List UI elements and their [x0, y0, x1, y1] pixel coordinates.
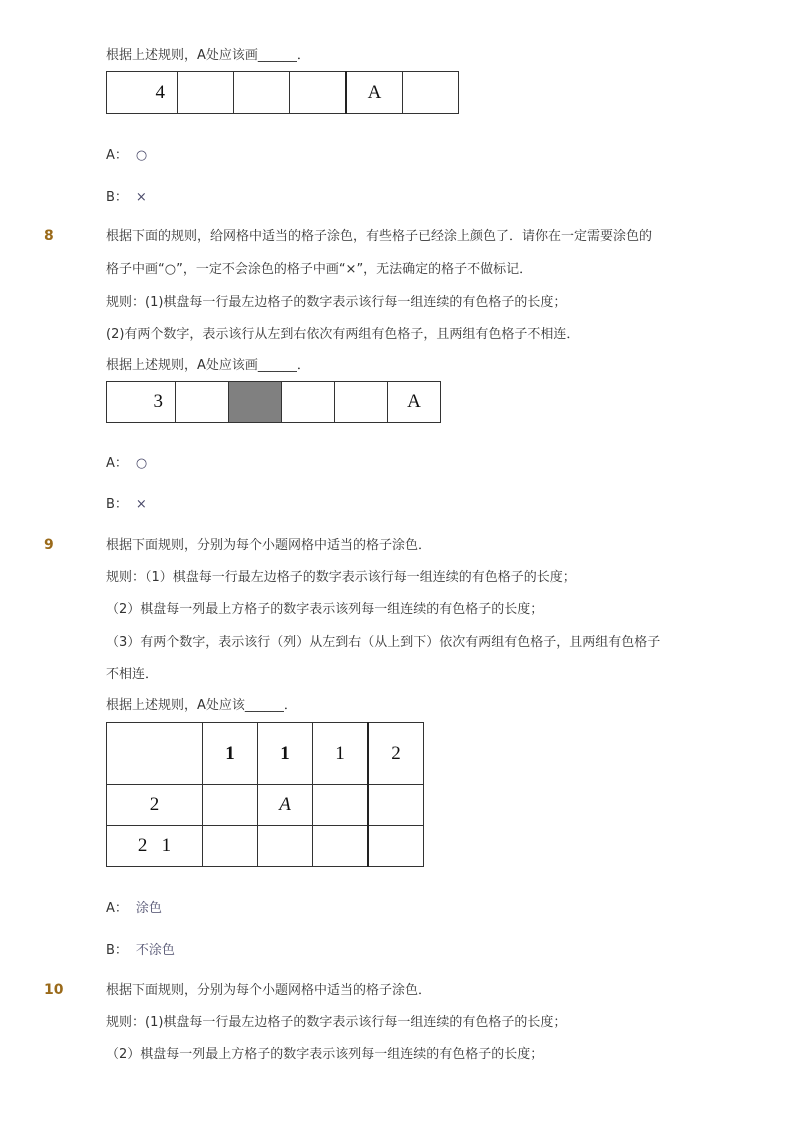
q9-grid	[106, 722, 424, 867]
question-number: 8	[44, 228, 54, 244]
q7-grid-cell	[178, 72, 234, 114]
q8-line: 格子中画“○”，一定不会涂色的格子中画“×”，无法确定的格子不做标记．	[106, 262, 533, 277]
option-value: ○	[135, 148, 148, 163]
q9-prompt: 根据上述规则，A处应该______．	[106, 698, 297, 713]
q9-grid-cell	[203, 826, 258, 867]
option-label: A：	[106, 148, 128, 163]
q10-line: 规则：(1)棋盘每一行最左边格子的数字表示该行每一组连续的有色格子的长度；	[106, 1015, 567, 1030]
q9-column-clue: 2	[368, 723, 424, 785]
option-value: ×	[135, 190, 147, 205]
q8-option-b[interactable]	[106, 493, 147, 512]
q9-column-clue: 1	[203, 723, 258, 785]
option-label: B：	[106, 943, 128, 958]
q7-option-a[interactable]	[106, 144, 147, 163]
q9-option-a[interactable]	[106, 897, 162, 916]
q8-grid-cell	[335, 382, 388, 423]
q7-grid	[106, 71, 459, 114]
q9-row-clue: 2 1	[107, 826, 203, 867]
q8-grid-cell	[176, 382, 229, 423]
q7-grid-cell	[403, 72, 459, 114]
question-number: 9	[44, 537, 54, 553]
q9-grid-cell-a: A	[258, 785, 313, 826]
question-number: 10	[44, 982, 64, 998]
q8-grid	[106, 381, 441, 423]
q8-grid-cell	[282, 382, 335, 423]
option-value: ○	[135, 456, 148, 471]
q7-prompt: 根据上述规则，A处应该画______．	[106, 48, 310, 63]
q9-row-clue: 2	[107, 785, 203, 826]
option-value: 涂色	[135, 901, 162, 916]
q10-line: 根据下面规则，分别为每个小题网格中适当的格子涂色．	[106, 983, 432, 998]
q9-column-clue: 1	[313, 723, 369, 785]
option-value: ×	[135, 497, 147, 512]
q9-grid-cell	[368, 826, 424, 867]
q8-line: 根据下面的规则，给网格中适当的格子涂色，有些格子已经涂上颜色了．请你在一定需要涂色的	[106, 229, 653, 244]
q9-grid-cell	[313, 785, 369, 826]
q7-grid-cell	[290, 72, 347, 114]
q9-grid-cell	[368, 785, 424, 826]
q7-option-b[interactable]	[106, 186, 147, 205]
q8-grid-cell: 3	[107, 382, 176, 423]
option-label: B：	[106, 190, 128, 205]
q8-grid-cell-shaded	[229, 382, 282, 423]
option-label: A：	[106, 456, 128, 471]
q9-line: （3）有两个数字，表示该行（列）从左到右（从上到下）依次有两组有色格子，且两组有色格子	[106, 635, 661, 650]
option-label: B：	[106, 497, 128, 512]
q8-prompt: 根据上述规则，A处应该画______．	[106, 358, 310, 373]
q9-column-clue: 1	[258, 723, 313, 785]
q9-grid-cell	[313, 826, 369, 867]
q9-line: 不相连．	[106, 667, 159, 682]
q9-line: 规则：（1）棋盘每一行最左边格子的数字表示该行每一组连续的有色格子的长度；	[106, 570, 576, 585]
q7-grid-cell-a: A	[346, 72, 403, 114]
q9-grid-cell	[258, 826, 313, 867]
q10-line: （2）棋盘每一列最上方格子的数字表示该列每一组连续的有色格子的长度；	[106, 1047, 544, 1062]
q9-line: 根据下面规则，分别为每个小题网格中适当的格子涂色．	[106, 538, 432, 553]
q9-grid-corner	[107, 723, 203, 785]
q7-grid-cell	[234, 72, 290, 114]
q7-grid-cell: 4	[107, 72, 178, 114]
option-value: 不涂色	[135, 943, 175, 958]
q8-line: 规则：(1)棋盘每一行最左边格子的数字表示该行每一组连续的有色格子的长度；	[106, 295, 567, 310]
q8-option-a[interactable]	[106, 452, 147, 471]
q9-option-b[interactable]	[106, 939, 175, 958]
q9-line: （2）棋盘每一列最上方格子的数字表示该列每一组连续的有色格子的长度；	[106, 602, 544, 617]
q8-grid-cell-a: A	[388, 382, 441, 423]
q9-grid-cell	[203, 785, 258, 826]
option-label: A：	[106, 901, 128, 916]
q8-line: (2)有两个数字，表示该行从左到右依次有两组有色格子，且两组有色格子不相连．	[106, 327, 580, 342]
